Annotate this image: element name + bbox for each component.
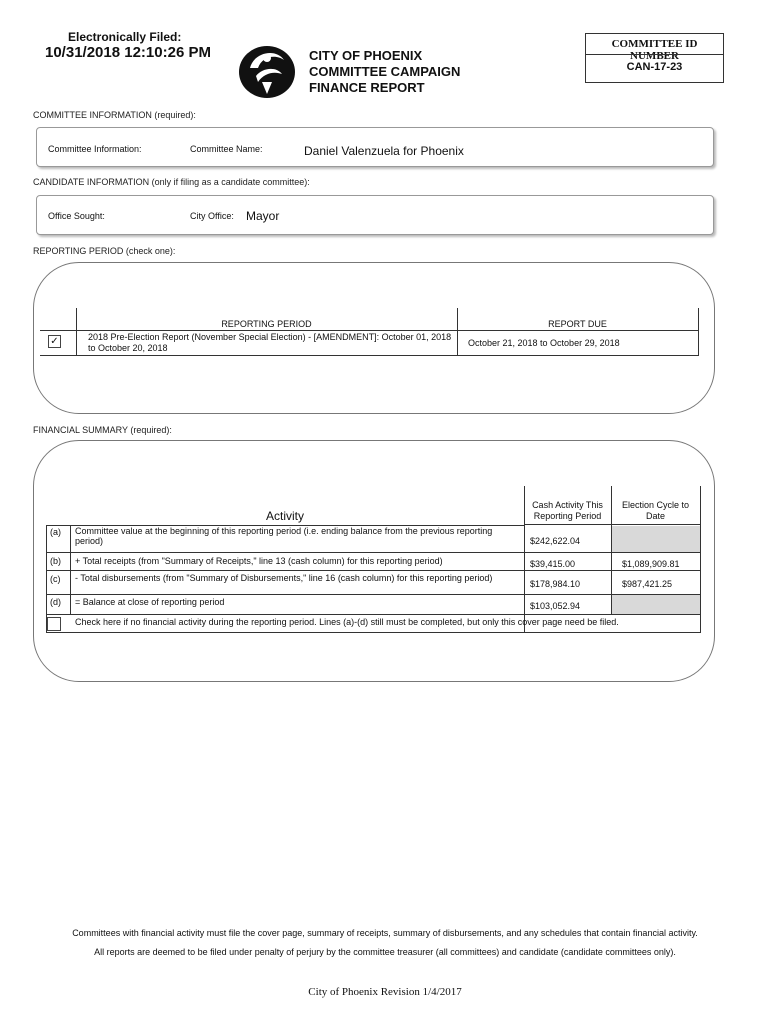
committee-info-box [36,127,714,167]
table-divider [46,594,701,595]
title-line-3: FINANCE REPORT [309,80,425,95]
table-divider [40,355,698,356]
filed-label: Electronically Filed: [68,30,182,44]
row-a-code: (a) [50,527,61,537]
phoenix-bird-logo [236,38,298,100]
row-a-cycle-shaded [612,526,700,552]
col-cash-activity: Cash Activity This Reporting Period [532,500,603,521]
financial-summary-section-label: FINANCIAL SUMMARY (required): [33,425,172,435]
financial-table [46,486,702,633]
row-c-cash: $178,984.10 [530,579,581,589]
col-report-due: REPORT DUE [548,319,607,329]
row-a-cash: $242,622.04 [530,536,581,546]
period-row-due: October 21, 2018 to October 29, 2018 [468,338,620,348]
col-election-cycle: Election Cycle to Date [621,500,690,521]
committee-info-section-label: COMMITTEE INFORMATION (required): [33,110,196,120]
reporting-period-section-label: REPORTING PERIOD (check one): [33,246,176,256]
table-divider [524,524,700,525]
no-activity-checkbox-icon[interactable] [47,617,61,631]
title-line-1: CITY OF PHOENIX [309,48,423,63]
row-b-code: (b) [50,556,61,566]
no-activity-text: Check here if no financial activity during the reporting period. Lines (a)-(d) still must be completed, but only this cover page need be filed. [75,617,619,627]
activity-header: Activity [265,509,304,523]
row-b-text: + Total receipts (from "Summary of Receipts," line 13 (cash column) for this reporting period) [75,556,443,566]
row-c-text: - Total disbursements (from "Summary of Disbursements," line 16 (cash column) for this reporting period) [75,573,493,583]
row-d-cash: $103,052.94 [530,601,581,611]
city-office-label: City Office: [190,211,234,221]
report-title [309,48,460,96]
office-sought-label: Office Sought: [48,211,105,221]
period-row-text: 2018 Pre-Election Report (November Special Election) - [AMENDMENT]: October 01, 2018 to October 20, 2018 [88,332,452,353]
reporting-period-table [40,308,698,356]
footer-line-2: All reports are deemed to be filed under penalty of perjury by the committee treasurer (all committees) and candidate (candidate committees only). [94,947,676,957]
candidate-info-section-label: CANDIDATE INFORMATION (only if filing as a candidate committee): [33,177,310,187]
table-divider [46,552,701,553]
committee-id-label: COMMITTEE ID NUMBER [611,38,698,62]
committee-name-label: Committee Name: [190,144,263,154]
table-divider [700,486,701,633]
row-d-code: (d) [50,597,61,607]
col-reporting-period: REPORTING PERIOD [221,319,312,329]
row-b-cash: $39,415.00 [530,559,576,569]
row-c-cycle: $987,421.25 [622,579,673,589]
checkbox-icon[interactable] [48,335,61,348]
committee-id-value: CAN-17-23 [626,61,683,73]
table-divider [40,330,698,331]
row-d-cycle-shaded [612,595,700,614]
table-divider [46,570,701,571]
candidate-info-box [36,195,714,235]
table-divider [46,632,701,633]
table-divider [46,614,701,615]
title-line-2: COMMITTEE CAMPAIGN [309,64,461,79]
committee-id-box [585,33,724,83]
row-d-text: = Balance at close of reporting period [75,597,225,607]
row-a-text: Committee value at the beginning of this reporting period (i.e. ending balance from the previous reporting period) [75,526,493,546]
footer-line-1: Committees with financial activity must file the cover page, summary of receipts, summary of disbursements, and any schedules that contain financial activity. [72,928,698,938]
committee-name-value[interactable]: Daniel Valenzuela for Phoenix [304,144,464,158]
table-divider [76,308,77,356]
committee-id-divider [586,54,723,55]
city-office-value[interactable]: Mayor [246,209,280,223]
filed-datetime: 10/31/2018 12:10:26 PM [45,44,211,61]
check-mark: ✓ [50,336,59,347]
table-divider [698,308,699,356]
row-c-code: (c) [50,574,61,584]
committee-info-field-label: Committee Information: [48,144,142,154]
row-b-cycle: $1,089,909.81 [622,559,680,569]
revision-note: City of Phoenix Revision 1/4/2017 [308,986,462,998]
table-divider [457,308,458,356]
